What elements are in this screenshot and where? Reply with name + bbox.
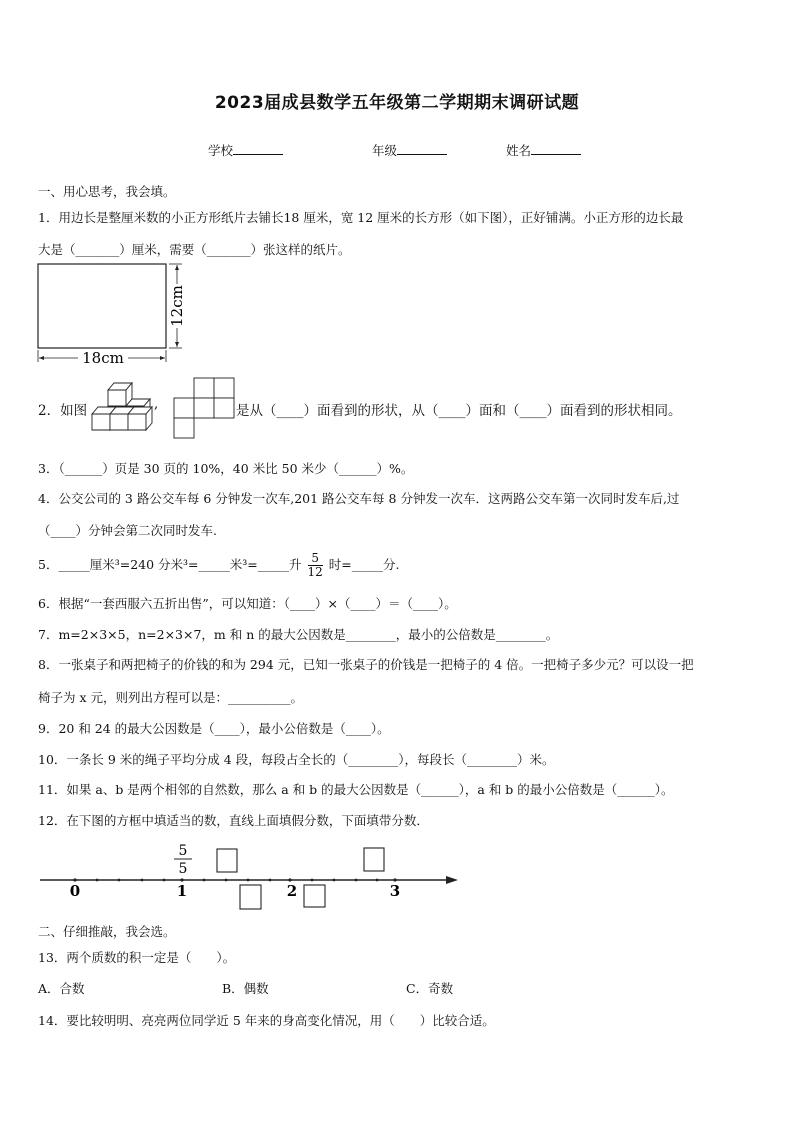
section-heading-2: 二、仔细推敲，我会选。 — [38, 924, 176, 939]
question-11: 11．如果 a、b 是两个相邻的自然数，那么 a 和 b 的最大公因数是（______），a 和 b 的最小公倍数是（______）。 — [38, 782, 674, 797]
width-label: 18cm — [82, 349, 124, 367]
school-field — [208, 141, 283, 159]
question-5-part-1: 5．_____厘米³=240 分米³=_____米³=_____升 — [38, 557, 302, 572]
tick-label-2: 2 — [286, 882, 298, 900]
fraction-five-twelfths — [308, 552, 323, 579]
question-13-option-a[interactable]: A．合数 — [38, 981, 85, 996]
rectangle-figure — [36, 262, 196, 368]
question-10: 10．一条长 9 米的绳子平均分成 4 段，每段占全长的（________），每段长（________）米。 — [38, 752, 555, 767]
school-label: 学校 — [208, 143, 234, 158]
question-4-line-2: （____）分钟会第二次同时发车. — [38, 523, 217, 538]
answer-box-above-2[interactable] — [364, 848, 384, 871]
grade-field — [372, 141, 447, 159]
grade-blank — [397, 141, 447, 155]
question-1-line-1: 1．用边长是整厘米数的小正方形纸片去铺长18 厘米，宽 12 厘米的长方形（如下图），正好铺满。小正方形的边长最 — [38, 210, 684, 225]
question-14: 14．要比较明明、亮亮两位同学近 5 年来的身高变化情况，用（ ）比较合适。 — [38, 1013, 495, 1028]
question-4-line-1: 4．公交公司的 3 路公交车每 6 分钟发一次车,201 路公交车每 8 分钟发一次车．这两路公交车第一次同时发车后,过 — [38, 491, 680, 506]
tick-label-3: 3 — [389, 882, 401, 900]
question-1-line-2: 大是（_______）厘米，需要（_______）张这样的纸片。 — [38, 242, 351, 257]
question-5 — [38, 550, 399, 580]
fraction-denominator: 12 — [307, 565, 323, 579]
number-line-figure — [38, 838, 466, 914]
tick-label-0: 0 — [69, 882, 81, 900]
question-13: 13．两个质数的积一定是（ ）。 — [38, 950, 236, 965]
answer-box-above-1[interactable] — [217, 849, 237, 872]
page-title: 2023届成县数学五年级第二学期期末调研试题 — [214, 93, 580, 113]
question-2-prefix: 2．如图 — [38, 403, 88, 419]
height-label: 12cm — [168, 285, 186, 327]
grade-label: 年级 — [372, 143, 398, 158]
svg-text:,: , — [154, 397, 159, 412]
view-grid-figure — [172, 376, 238, 440]
question-7: 7．m=2×3×5，n=2×3×7，m 和 n 的最大公因数是________，最小的公倍数是________。 — [38, 627, 559, 642]
fraction-numerator: 5 — [308, 552, 323, 566]
question-13-option-b[interactable]: B．偶数 — [222, 981, 269, 996]
question-13-option-c[interactable]: C．奇数 — [406, 981, 454, 996]
question-6: 6．根据“一套西服六五折出售”，可以知道：（____）×（____）＝（____）。 — [38, 596, 457, 611]
fraction-label-numerator: 5 — [178, 843, 188, 859]
tick-label-1: 1 — [176, 882, 188, 900]
answer-box-below-2[interactable] — [304, 885, 325, 907]
question-12: 12．在下图的方框中填适当的数，直线上面填假分数，下面填带分数． — [38, 813, 429, 828]
name-blank — [531, 141, 581, 155]
question-8-line-2: 椅子为 x 元，则列出方程可以是：__________。 — [38, 690, 303, 705]
school-blank — [233, 141, 283, 155]
question-9: 9．20 和 24 的最大公因数是（____），最小公倍数是（____）。 — [38, 721, 390, 736]
question-3: 3．（______）页是 30 页的 10%，40 米比 50 米少（______）%。 — [38, 461, 414, 476]
question-5-part-2: 时=_____分. — [328, 557, 400, 572]
question-8-line-1: 8．一张桌子和两把椅子的价钱的和为 294 元，已知一张桌子的价钱是一把椅子的 4 倍。一把椅子多少元？可以设一把 — [38, 657, 694, 672]
answer-box-below-1[interactable] — [240, 885, 261, 909]
section-heading-1: 一、用心思考，我会填。 — [38, 184, 176, 199]
name-field — [506, 141, 581, 159]
fraction-label-denominator: 5 — [178, 861, 188, 877]
stacked-cubes-figure — [88, 378, 164, 436]
name-label: 姓名 — [506, 143, 532, 158]
question-2-text: 是从（____）面看到的形状，从（____）面和（____）面看到的形状相同。 — [236, 403, 682, 419]
